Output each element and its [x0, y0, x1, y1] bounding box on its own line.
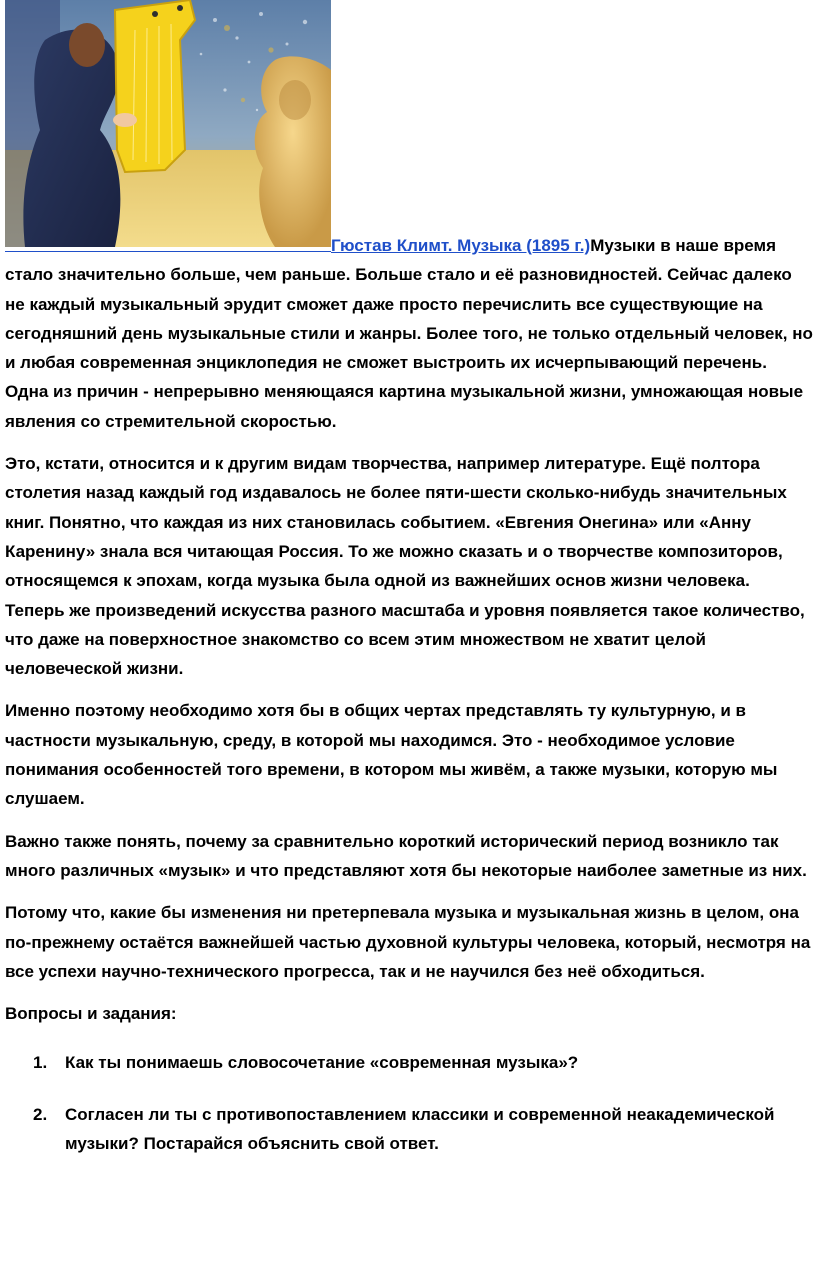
question-text: Как ты понимаешь словосочетание «современная музыка»?	[65, 1053, 579, 1073]
paragraph-conclusion: Потому что, какие бы изменения ни претерпевала музыка и музыкальная жизнь в целом, она по-прежнему остаётся важнейшей частью духовной культуры человека, который, несмотря на все успехи научно-технического прогресса, так и не научился без неё обходиться.	[5, 903, 811, 981]
paragraph-literature: Это, кстати, относится и к другим видам творчества, например литературе. Ещё полтора столетия назад каждый год издавалось не более пяти-шести сколько-нибудь значительных книг. Понятно, что каждая из них становилась событием. «Евгения Онегина» или «Анну Каренину» знала вся читающая Россия. То же можно сказать и о творчестве композиторов, относящемся к эпохам, когда музыка была одной из важнейших основ жизни человека. Теперь же произведений искусства разного масштаба и уровня появляется такое количество, что даже на поверхностное знакомство со всем этим множеством не хватит целой человеческой жизни.	[5, 454, 805, 679]
question-text: Согласен ли ты с противопоставлением классики и современной неакадемической музыки? Постарайся объяснить свой ответ.	[65, 1104, 775, 1154]
paragraph-history: Важно также понять, почему за сравнительно короткий исторический период возникло так много различных «музык» и что представляют хотя бы некоторые наиболее заметные из них.	[5, 831, 807, 880]
painting-caption-link[interactable]: Гюстав Климт. Музыка (1895 г.)	[331, 236, 591, 255]
question-item	[5, 1048, 813, 1077]
paragraph-culture: Именно поэтому необходимо хотя бы в общих чертах представлять ту культурную, и в частности музыкальную, среду, в которой мы находимся. Это - необходимое условие понимания особенностей того времени, в котором мы живём, а также музыки, которую мы слушаем.	[5, 701, 778, 809]
painting-image	[5, 0, 331, 247]
document-page	[5, 0, 813, 1180]
questions-heading: Вопросы и задания:	[5, 1004, 177, 1024]
caption-link-underline	[5, 251, 331, 252]
question-item	[5, 1100, 813, 1159]
paragraph-intro-text: Музыки в наше время стало значительно больше, чем раньше. Больше стало и её разновидностей. Сейчас далеко не каждый музыкальный эрудит сможет даже просто перечислить все существующие на сегодняшний день музыкальные стили и жанры. Более того, не только отдельный человек, но и любая современная энциклопедия не сможет выстроить их исчерпывающий перечень. Одна из причин - непрерывно меняющаяся картина музыкальной жизни, умножающая новые явления со стремительной скоростью.	[5, 236, 813, 431]
questions-list	[5, 1048, 813, 1158]
question-number: 1.	[33, 1053, 48, 1073]
question-number: 2.	[33, 1104, 48, 1124]
